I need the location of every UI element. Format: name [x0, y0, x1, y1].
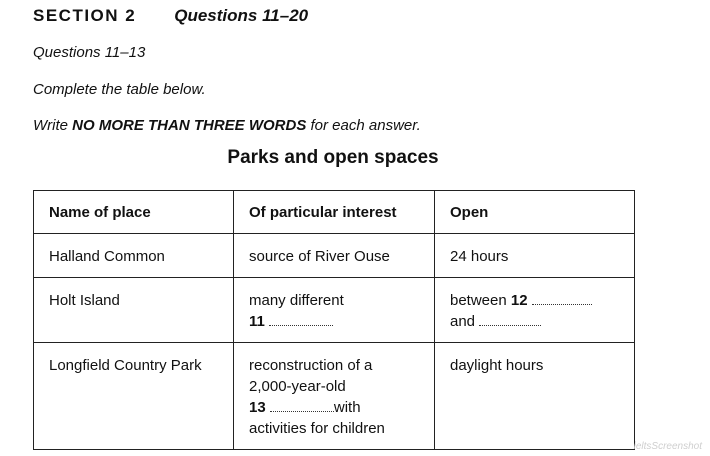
cell-interest: reconstruction of a 2,000-year-old 13 with activities for children — [234, 343, 435, 450]
table-row — [34, 234, 635, 278]
cell-name: Holt Island — [34, 278, 234, 343]
question-12-number: 12 — [510, 292, 528, 309]
header-open: Open — [435, 191, 635, 234]
cell-name: Halland Common — [34, 234, 234, 278]
header-name-of-place: Name of place — [34, 191, 234, 234]
table-title: Parks and open spaces — [227, 147, 439, 168]
watermark: ieltsScreenshot — [633, 441, 702, 452]
cell-interest: many different 11 — [234, 278, 435, 343]
word-limit-bold: NO MORE THAN THREE WORDS — [72, 117, 307, 134]
table-row — [34, 343, 635, 450]
table-row — [34, 278, 635, 343]
cell-name: Longfield Country Park — [34, 343, 234, 450]
cell-open: daylight hours — [435, 343, 635, 450]
instruction-word-limit: Write NO MORE THAN THREE WORDS for each answer. — [33, 117, 421, 134]
answer-blank-11[interactable] — [269, 314, 333, 326]
answer-blank-12b[interactable] — [479, 314, 541, 326]
cell-interest: source of River Ouse — [234, 234, 435, 278]
instruction-complete: Complete the table below. — [33, 81, 206, 98]
section-questions: Questions 11–20 — [174, 6, 309, 25]
section-header — [33, 6, 308, 26]
table-header-row — [34, 191, 635, 234]
answer-blank-12a[interactable] — [532, 293, 592, 305]
subheading: Questions 11–13 — [33, 44, 146, 61]
section-label: SECTION 2 — [33, 6, 137, 25]
parks-table — [33, 190, 635, 450]
cell-open: between 12 and — [435, 278, 635, 343]
question-11-number: 11 — [249, 313, 265, 330]
cell-open: 24 hours — [435, 234, 635, 278]
header-particular-interest: Of particular interest — [234, 191, 435, 234]
question-13-number: 13 — [249, 399, 266, 416]
answer-blank-13[interactable] — [270, 400, 334, 412]
